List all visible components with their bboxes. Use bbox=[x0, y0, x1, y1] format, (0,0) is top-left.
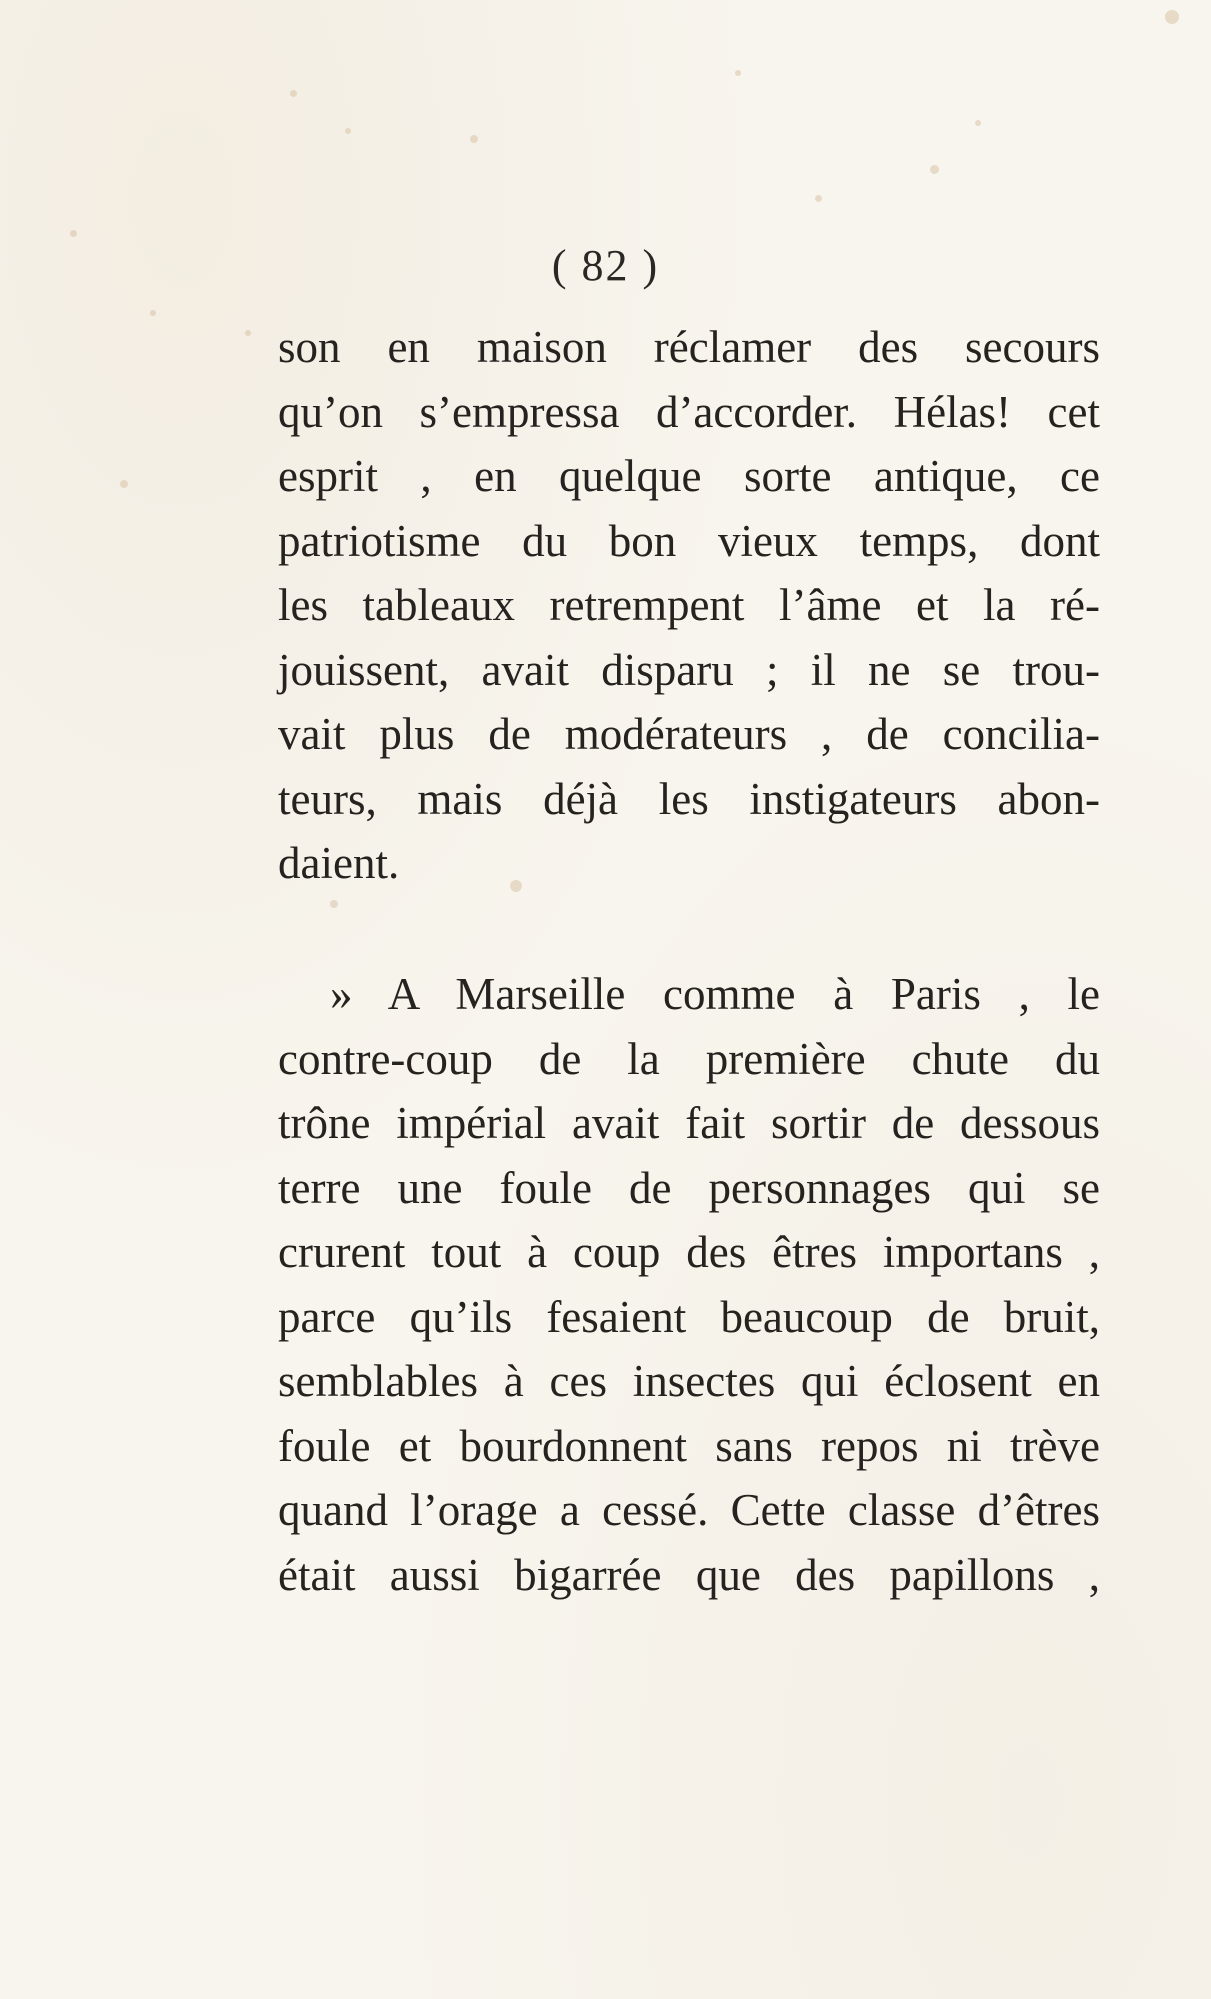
text-line: semblables à ces insectes qui éclosent en bbox=[278, 1356, 1100, 1406]
text-line: terre une foule de personnages qui se bbox=[278, 1162, 1100, 1213]
text-line: daient. bbox=[278, 838, 400, 888]
text-line: trône impérial avait fait sortir de dessous bbox=[278, 1098, 1100, 1148]
text-line: contre-coup de la première chute du bbox=[278, 1033, 1100, 1084]
text-line: parce qu’ils fesaient beaucoup de bruit, bbox=[278, 1291, 1100, 1342]
text-line: vait plus de modérateurs , de concilia- bbox=[278, 709, 1100, 759]
text-line: » A Marseille comme à Paris , le bbox=[330, 969, 1100, 1019]
text-line: qu’on s’empressa d’accorder. Hélas! cet bbox=[278, 386, 1100, 437]
page-number: ( 82 ) bbox=[551, 241, 660, 290]
text-line: crurent tout à coup des êtres importans , bbox=[278, 1227, 1100, 1277]
text-line: jouissent, avait disparu ; il ne se trou- bbox=[278, 644, 1100, 695]
text-line: quand l’orage a cessé. Cette classe d’êtres bbox=[278, 1485, 1100, 1535]
text-line: les tableaux retrempent l’âme et la ré- bbox=[278, 580, 1100, 630]
paragraph-1 bbox=[278, 315, 1100, 896]
text-line: foule et bourdonnent sans repos ni trève bbox=[278, 1420, 1100, 1471]
text-line: esprit , en quelque sorte antique, ce bbox=[278, 451, 1100, 501]
text-line: son en maison réclamer des secours bbox=[278, 322, 1100, 372]
text-line: était aussi bigarrée que des papillons , bbox=[278, 1549, 1100, 1600]
text-line: teurs, mais déjà les instigateurs abon- bbox=[278, 773, 1100, 824]
paragraph-2 bbox=[278, 962, 1100, 1607]
text-line: patriotisme du bon vieux temps, dont bbox=[278, 515, 1100, 566]
